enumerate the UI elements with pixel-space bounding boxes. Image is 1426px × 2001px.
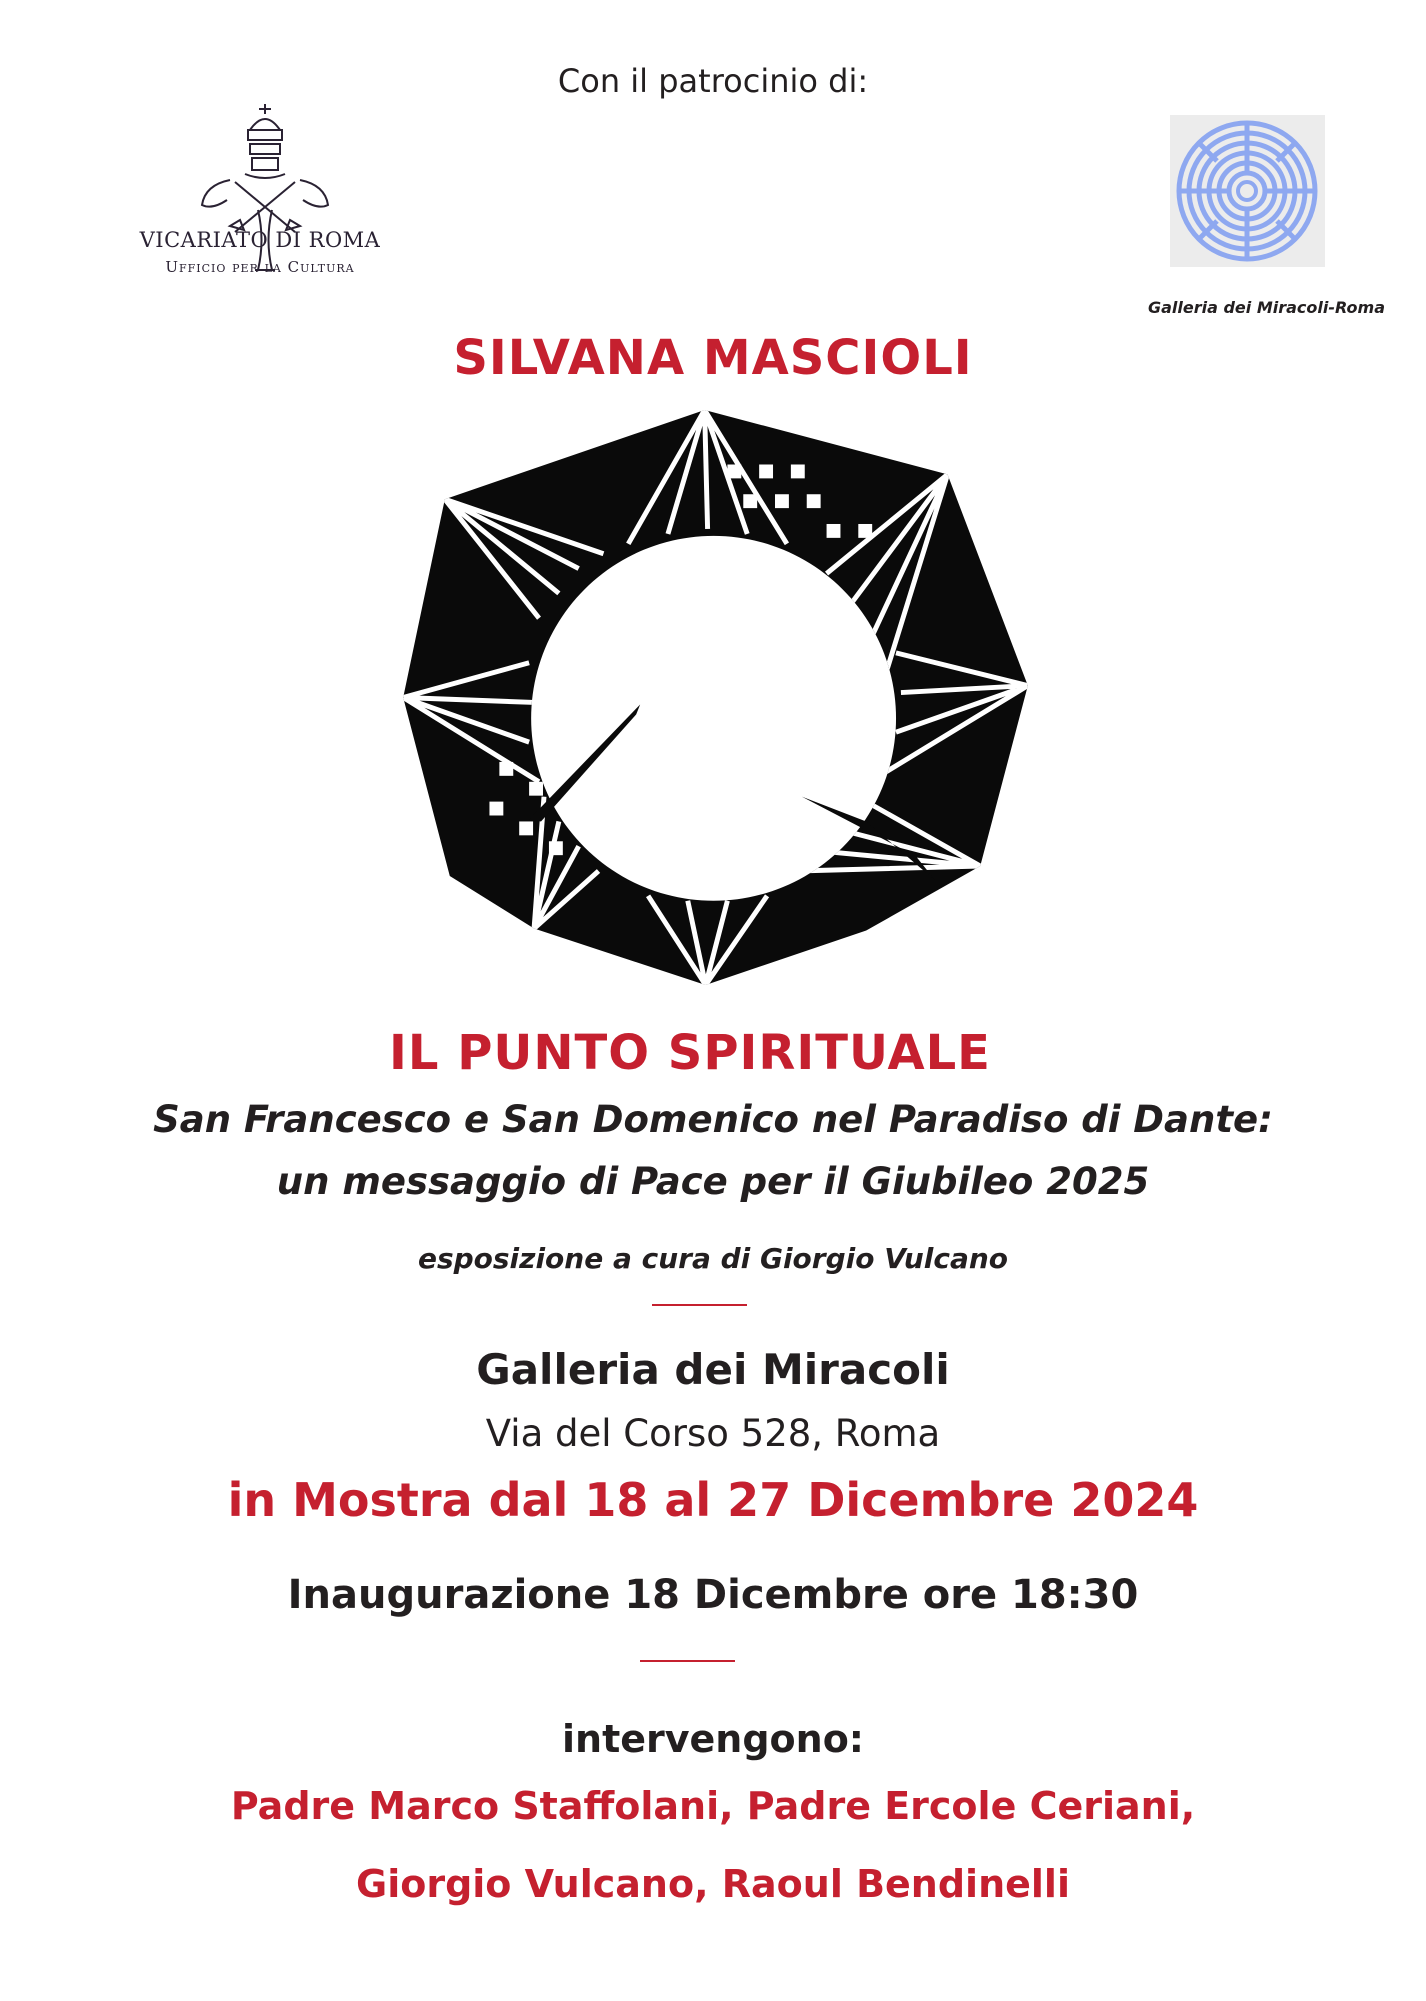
divider: [652, 1304, 747, 1306]
gallery-logo-caption: Galleria dei Miracoli-Roma: [1147, 298, 1385, 317]
octagon-artwork: [400, 405, 1035, 990]
vicariato-title: VICARIATO DI ROMA: [139, 228, 381, 252]
venue-address: Via del Corso 528, Roma: [485, 1412, 941, 1455]
exhibition-subtitle-line1: San Francesco e San Domenico nel Paradiso di Dante:: [153, 1098, 1273, 1141]
curator-line: esposizione a cura di Giorgio Vulcano: [417, 1242, 1009, 1275]
exhibition-dates: in Mostra dal 18 al 27 Dicembre 2024: [227, 1473, 1199, 1527]
exhibition-title: IL PUNTO SPIRITUALE: [389, 1025, 991, 1081]
patronage-label: Con il patrocinio di:: [557, 62, 869, 100]
artist-name: SILVANA MASCIOLI: [453, 330, 973, 386]
labyrinth-logo: [1170, 115, 1325, 267]
divider: [640, 1660, 735, 1662]
speakers-label: intervengono:: [561, 1717, 864, 1761]
speakers-line1: Padre Marco Staffolani, Padre Ercole Ceriani,: [230, 1784, 1196, 1828]
vicariato-subtitle: Ufficio per la Cultura: [165, 258, 355, 276]
opening-time: Inaugurazione 18 Dicembre ore 18:30: [287, 1572, 1139, 1618]
venue-name: Galleria dei Miracoli: [476, 1345, 950, 1394]
speakers-line2: Giorgio Vulcano, Raoul Bendinelli: [356, 1862, 1070, 1906]
exhibition-subtitle-line2: un messaggio di Pace per il Giubileo 2025: [276, 1160, 1150, 1203]
